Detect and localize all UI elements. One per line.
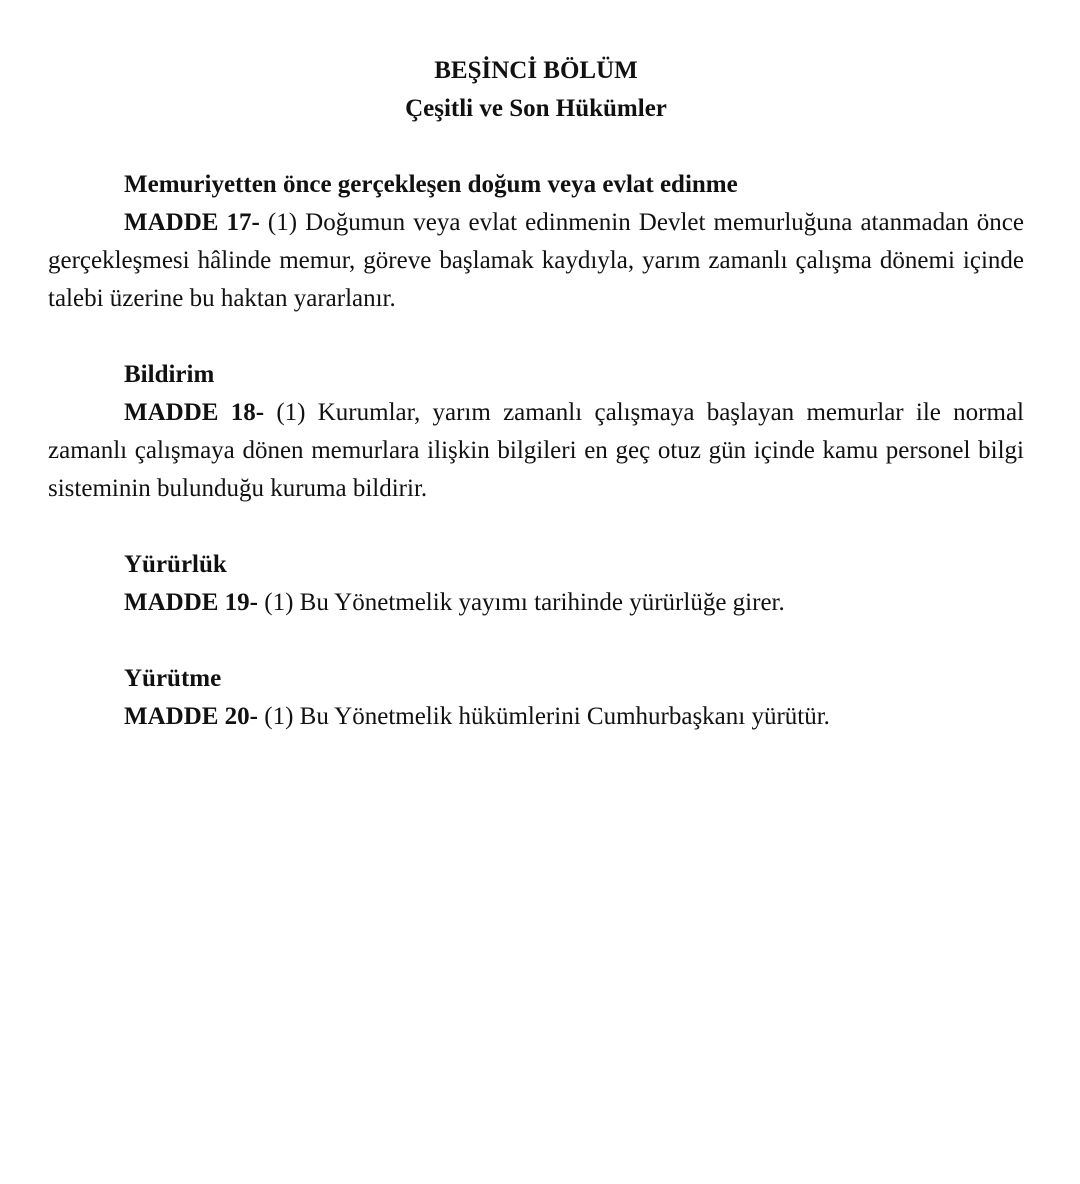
article-label: MADDE 20- <box>124 703 259 730</box>
article-label: MADDE 18- <box>124 399 265 426</box>
article-body <box>48 204 1024 318</box>
article-17 <box>48 166 1024 318</box>
chapter-title: BEŞİNCİ BÖLÜM <box>434 57 638 84</box>
article-body <box>48 698 1024 736</box>
article-text: (1) Kurumlar, yarım zamanlı çalışmaya başlayan memurlar ile normal zamanlı çalışmaya dönen memurlara ilişkin bilgileri en geç otuz gün içinde kamu personel bilgi sisteminin bulunduğu kuruma bildirir. <box>48 399 1024 502</box>
article-20 <box>48 660 1024 736</box>
article-18 <box>48 356 1024 508</box>
article-label: MADDE 19- <box>124 589 259 616</box>
article-text: (1) Bu Yönetmelik yayımı tarihinde yürürlüğe girer. <box>258 589 785 616</box>
article-heading: Yürürlük <box>124 551 227 578</box>
article-text: (1) Doğumun veya evlat edinmenin Devlet memurluğuna atanmadan önce gerçekleşmesi hâlinde memur, göreve başlamak kaydıyla, yarım zamanlı çalışma dönemi içinde talebi üzerine bu haktan yararlanır. <box>48 209 1024 312</box>
article-heading: Bildirim <box>124 361 215 388</box>
article-body <box>48 584 1024 622</box>
article-19 <box>48 546 1024 622</box>
article-heading: Memuriyetten önce gerçekleşen doğum veya evlat edinme <box>124 171 738 198</box>
chapter-subtitle: Çeşitli ve Son Hükümler <box>405 95 667 122</box>
article-label: MADDE 17- <box>124 209 260 236</box>
document-page <box>48 52 1024 774</box>
article-heading: Yürütme <box>124 665 222 692</box>
article-text: (1) Bu Yönetmelik hükümlerini Cumhurbaşkanı yürütür. <box>258 703 830 730</box>
article-body <box>48 394 1024 508</box>
